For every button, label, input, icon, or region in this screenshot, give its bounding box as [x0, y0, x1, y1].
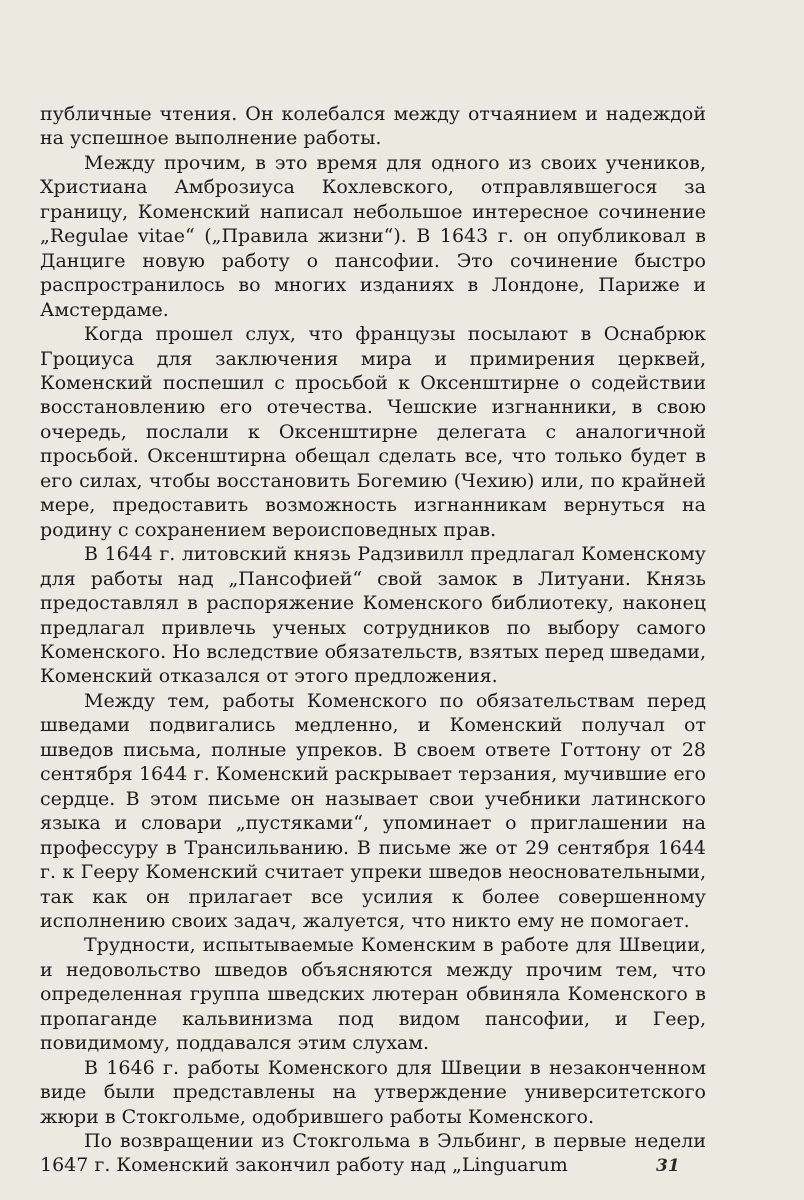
paragraph-2: Между прочим, в это время для одного из своих учеников, Христиана Амброзиуса Кохлевского, отправлявшегося за границу, Коменский написал небольшое интересное сочинение „Regulae vitae“ („Правила жизни“). В 1643 г. он опубликовал в Данциге новую работу о пансофии. Это сочинение быстро распространилось во многих изданиях в Лондоне, Париже и Амстердаме.	[40, 151, 706, 321]
paragraph-6: Трудности, испытываемые Коменским в работе для Швеции, и недовольство шведов объясняются между прочим тем, что определенная группа шведских лютеран обвиняла Коменского в пропаганде кальвинизма под видом пансофии, и Геер, повидимому, поддавался этим слухам.	[40, 934, 706, 1055]
page-number: 31	[656, 1156, 680, 1176]
paragraph-7: В 1646 г. работы Коменского для Швеции в незаконченном виде были представлены на утверждение университетского жюри в Стокгольме, одобрившего работы Коменского.	[40, 1056, 706, 1128]
body-text	[40, 102, 706, 1178]
paragraph-3: Когда прошел слух, что французы посылают в Оснабрюк Гроциуса для заключения мира и примирения церквей, Коменский поспешил с просьбой к Оксенштирне о содействии восстановлению его отечества. Чешские изгнанники, в свою очередь, послали к Оксенштирне делегата с аналогичной просьбой. Оксенштирна обещал сделать все, что только будет в его силах, чтобы восстановить Богемию (Чехию) или, по крайней мере, предоставить возможность изгнанникам вернуться на родину с сохранением вероисповедных прав.	[40, 323, 706, 541]
paragraph-1: публичные чтения. Он колебался между отчаянием и надеждой на успешное выполнение работы.	[40, 103, 706, 150]
paragraph-4: В 1644 г. литовский князь Радзивилл предлагал Коменскому для работы над „Пансофией“ свой замок в Литуани. Князь предоставлял в распоряжение Коменского библиотеку, наконец предлагал привлечь ученых сотрудников по выбору самого Коменского. Но вследствие обязательств, взятых перед шведами, Коменский отказался от этого предложения.	[40, 543, 706, 688]
paragraph-8: По возвращении из Стокгольма в Эльбинг, в первые недели 1647 г. Коменский закончил работу над „Linguarum	[40, 1130, 706, 1177]
paragraph-5: Между тем, работы Коменского по обязательствам перед шведами подвигались медленно, и Коменский получал от шведов письма, полные упреков. В своем ответе Готтону от 28 сентября 1644 г. Коменский раскрывает терзания, мучившие его сердце. В этом письме он называет свои учебники латинского языка и словари „пустяками“, упоминает о приглашении на профессуру в Трансильванию. В письме же от 29 сентября 1644 г. к Гееру Коменский считает упреки шведов неосновательными, так как он прилагает все усилия к более совершенному исполнению своих задач, жалуется, что никто ему не помогает.	[40, 689, 706, 932]
